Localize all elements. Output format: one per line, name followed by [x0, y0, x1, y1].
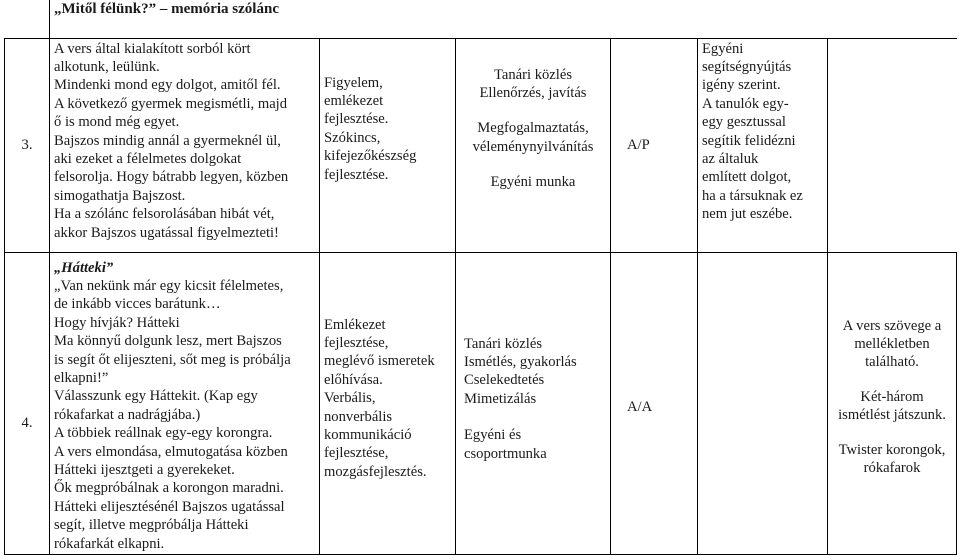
activity-title: „Mitől félünk?” – memória szólánc [54, 1, 279, 17]
goal-line: nonverbális [324, 408, 393, 425]
note-line: nem jut eszébe. [702, 206, 793, 223]
goal-line: fejlesztése. [324, 111, 389, 128]
description-line: aki ezeket a félelmetes dolgokat [54, 150, 242, 167]
workform-cell [611, 38, 698, 252]
goal-line: Figyelem, [324, 74, 383, 91]
goals-cell [320, 252, 456, 554]
method-line: Egyéni munka [490, 174, 576, 191]
workform-value: A/A [627, 398, 653, 415]
lesson-plan-table [4, 0, 957, 555]
spacer [460, 156, 606, 173]
method-line: Egyéni és [464, 427, 522, 444]
note-line: igény szerint. [702, 77, 781, 94]
note-line: A vers szövege a [842, 317, 942, 334]
note-line: segítik felidézni [702, 132, 796, 149]
empty-margin [828, 38, 957, 252]
note-line: található. [865, 354, 919, 371]
note-line: Twister korongok, [838, 441, 946, 458]
goal-line: meglévő ismeretek [324, 353, 435, 370]
methods-cell [456, 252, 611, 554]
description-line: Válasszunk egy Háttekit. (Kap egy [54, 388, 258, 405]
description-line: Ma könnyű dolgunk lesz, mert Bajszos [54, 333, 282, 350]
spacer [460, 102, 606, 119]
goal-line: előhívása. [324, 371, 383, 388]
description-line: A többiek reállnak egy-egy korongra. [54, 425, 273, 442]
description-line: Hátteki elijesztésénél Bajszos ugatással [54, 498, 285, 515]
notes-cell [698, 38, 828, 252]
note-line: A tanulók egy- [702, 95, 789, 112]
goal-line: kifejezőkészség [324, 148, 417, 165]
description-line: Hátteki ijesztgeti a gyerekeket. [54, 461, 235, 478]
goal-line: Emlékezet [324, 316, 386, 333]
description-line: de inkább vicces barátunk… [54, 296, 221, 313]
description-line: ő is mond még egyet. [54, 114, 180, 131]
description-line: Ha a szólánc felsorolásában hibát vét, [54, 206, 275, 223]
goal-line: fejlesztése. [324, 166, 389, 183]
description-line: Bajszos mindig annál a gyermeknél ül, [54, 132, 281, 149]
row-number: 4. [5, 252, 50, 554]
method-line: Mimetizálás [464, 390, 537, 407]
description-line: simogathatja Bajszost. [54, 187, 186, 204]
spacer [832, 425, 952, 441]
notes-cell-empty [698, 252, 828, 554]
description-line: A vers által kialakított sorból kört [54, 40, 251, 57]
description-line: Ők megpróbálnak a korongon maradni. [54, 480, 284, 497]
description-line: Mindenki mond egy dolgot, amitől fél. [54, 77, 281, 94]
note-line: ismétlést játszunk. [838, 407, 946, 424]
description-line: „Van nekünk már egy kicsit félelmetes, [54, 277, 284, 294]
description-line: A vers elmondása, elmutogatása közben [54, 443, 288, 460]
workform-cell [611, 252, 698, 554]
row-number: 3. [5, 38, 50, 252]
spacer [464, 408, 606, 426]
note-line: Két-három [860, 388, 924, 405]
description-line: is segít őt elijeszteni, sőt meg is próbálja [54, 351, 291, 368]
title-row [5, 0, 957, 38]
description-cell [50, 252, 320, 554]
note-line: ha a társuknak ez [702, 187, 803, 204]
activity-subtitle: „Hátteki” [54, 259, 114, 276]
description-line: Hogy hívják? Hátteki [54, 314, 180, 331]
note-line: rókafarok [863, 459, 921, 476]
goal-line: mozgásfejlesztés. [324, 463, 427, 480]
table-row [5, 38, 957, 252]
goal-line: fejlesztése, [324, 334, 389, 351]
method-line: Ellenőrzés, javítás [479, 84, 587, 101]
note-line: említett dolgot, [702, 169, 792, 186]
description-cell [50, 38, 320, 252]
method-line: csoportmunka [464, 445, 547, 462]
description-line: elkapni!” [54, 369, 109, 386]
note-line: Egyéni [702, 40, 744, 57]
note-line: mellékletben [854, 335, 930, 352]
description-line: rókafarkát elkapni. [54, 535, 165, 552]
description-line: felsorolja. Hogy bátrabb legyen, közben [54, 169, 289, 186]
goal-line: kommunikáció [324, 426, 412, 443]
note-line: az általuk [702, 150, 759, 167]
method-line: Cselekedtetés [464, 372, 545, 389]
goal-line: Verbális, [324, 390, 376, 407]
goal-line: fejlesztése, [324, 445, 389, 462]
spacer [832, 372, 952, 388]
workform-value: A/P [627, 136, 650, 153]
methods-cell [456, 38, 611, 252]
method-line: Tanári közlés [494, 66, 572, 83]
goals-cell [320, 38, 456, 252]
description-line: akkor Bajszos ugatással figyelmezteti! [54, 224, 279, 241]
note-line: segítségnyújtás [702, 58, 792, 75]
goal-line: emlékezet [324, 92, 384, 109]
notes-cell [828, 252, 957, 554]
description-line: A következő gyermek megismétli, majd [54, 95, 288, 112]
method-line: Tanári közlés [464, 335, 542, 352]
description-line: alkotunk, leülünk. [54, 58, 160, 75]
method-line: véleménynyilvánítás [472, 138, 594, 155]
method-line: Megfogalmaztatás, [477, 120, 589, 137]
description-line: rókafarkat a nadrágjába.) [54, 406, 201, 423]
table-row [5, 252, 957, 554]
note-line: egy gesztussal [702, 114, 786, 131]
description-line: segít, illetve megpróbálja Hátteki [54, 517, 249, 534]
method-line: Ismétlés, gyakorlás [464, 353, 577, 370]
goal-line: Szókincs, [324, 129, 381, 146]
